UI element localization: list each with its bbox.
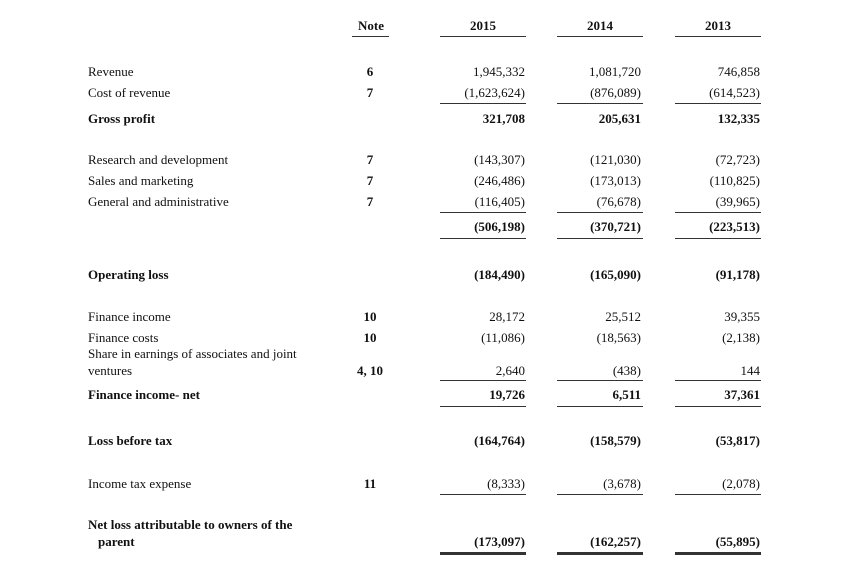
value-2013: (2,078)	[722, 476, 760, 491]
value-2013: (614,523)	[709, 85, 760, 100]
value-2013: (53,817)	[715, 433, 760, 448]
total-rule	[440, 406, 526, 407]
row-label: General and administrative	[88, 194, 229, 209]
subtotal-rule	[675, 212, 761, 213]
subtotal-rule	[440, 212, 526, 213]
row-label-line1: Share in earnings of associates and joint	[88, 346, 297, 361]
value-2014: (162,257)	[590, 534, 641, 549]
subtotal-rule	[440, 380, 526, 381]
total-rule	[675, 552, 761, 555]
value-2014: 6,511	[612, 387, 641, 402]
row-label: Cost of revenue	[88, 85, 171, 100]
value-2013: 132,335	[717, 111, 760, 126]
row-note: 10	[363, 309, 377, 324]
value-2014: (76,678)	[596, 194, 641, 209]
value-2013: (55,895)	[715, 534, 760, 549]
value-2014: (121,030)	[590, 152, 641, 167]
row-note: 10	[363, 330, 377, 345]
value-2015: (143,307)	[474, 152, 525, 167]
total-rule	[440, 552, 526, 555]
value-2015: (11,086)	[481, 330, 525, 345]
row-label: Finance income- net	[88, 387, 200, 402]
header-2015-underline	[440, 36, 526, 37]
row-label: Gross profit	[88, 111, 156, 126]
row-loss-before-tax	[0, 433, 859, 451]
value-2014: (158,579)	[590, 433, 641, 448]
row-note: 4, 10	[357, 363, 383, 378]
value-2013: (72,723)	[715, 152, 760, 167]
subtotal-rule	[675, 103, 761, 104]
row-label: Operating loss	[88, 267, 169, 282]
value-2014: (438)	[612, 363, 641, 378]
header-year-2013: 2013	[705, 18, 731, 33]
value-2014: 25,512	[605, 309, 641, 324]
row-label: Finance costs	[88, 330, 159, 345]
row-note: 7	[366, 173, 374, 188]
value-2013: (223,513)	[709, 219, 760, 234]
value-2014: (18,563)	[596, 330, 641, 345]
subtotal-rule	[557, 494, 643, 495]
subtotal-rule	[675, 380, 761, 381]
row-label-line1: Net loss attributable to owners of the	[88, 517, 293, 532]
row-gross-profit	[0, 111, 859, 129]
total-rule	[557, 406, 643, 407]
row-finance-income	[0, 309, 859, 327]
total-rule	[440, 238, 526, 239]
value-2013: 39,355	[724, 309, 760, 324]
value-2013: 37,361	[724, 387, 760, 402]
header-2014-underline	[557, 36, 643, 37]
row-income-tax	[0, 476, 859, 494]
subtotal-rule	[440, 494, 526, 495]
value-2015: 321,708	[482, 111, 525, 126]
row-revenue	[0, 64, 859, 82]
value-2015: 1,945,332	[473, 64, 525, 79]
value-2014: (876,089)	[590, 85, 641, 100]
row-finance-income-net	[0, 387, 859, 405]
value-2013: (2,138)	[722, 330, 760, 345]
row-note: 7	[366, 85, 374, 100]
value-2014: (173,013)	[590, 173, 641, 188]
row-opex-total	[0, 219, 859, 237]
row-operating-loss	[0, 267, 859, 285]
row-label: Sales and marketing	[88, 173, 194, 188]
value-2013: (91,178)	[715, 267, 760, 282]
value-2014: (3,678)	[603, 476, 641, 491]
subtotal-rule	[557, 212, 643, 213]
total-rule	[675, 406, 761, 407]
header-note-underline	[352, 36, 389, 37]
value-2015: (506,198)	[474, 219, 525, 234]
value-2014: (370,721)	[590, 219, 641, 234]
value-2015: (8,333)	[487, 476, 525, 491]
value-2015: (1,623,624)	[464, 85, 525, 100]
row-cost-of-revenue	[0, 85, 859, 103]
row-sales-marketing	[0, 173, 859, 191]
row-note: 7	[366, 152, 374, 167]
value-2015: (184,490)	[474, 267, 525, 282]
row-label-line2: parent	[98, 534, 135, 549]
total-rule	[675, 238, 761, 239]
total-rule	[557, 552, 643, 555]
row-note: 11	[363, 476, 377, 491]
value-2015: 19,726	[489, 387, 525, 402]
header-year-2015: 2015	[470, 18, 496, 33]
subtotal-rule	[675, 494, 761, 495]
value-2013: 144	[740, 363, 760, 378]
value-2015: (173,097)	[474, 534, 525, 549]
header-note: Note	[358, 18, 384, 33]
row-label-line2: ventures	[88, 363, 133, 378]
value-2015: 28,172	[489, 309, 525, 324]
header-year-2014: 2014	[587, 18, 613, 33]
row-general-admin	[0, 194, 859, 212]
value-2014: 1,081,720	[589, 64, 641, 79]
row-research-development	[0, 152, 859, 170]
row-label: Finance income	[88, 309, 171, 324]
row-share-associates	[0, 346, 859, 382]
value-2015: (164,764)	[474, 433, 525, 448]
subtotal-rule	[440, 103, 526, 104]
value-2014: 205,631	[598, 111, 641, 126]
header-2013-underline	[675, 36, 761, 37]
value-2015: 2,640	[495, 363, 525, 378]
row-net-loss	[0, 517, 859, 553]
value-2013: 746,858	[717, 64, 760, 79]
total-rule	[557, 238, 643, 239]
value-2014: (165,090)	[590, 267, 641, 282]
subtotal-rule	[557, 380, 643, 381]
value-2013: (39,965)	[715, 194, 760, 209]
value-2015: (246,486)	[474, 173, 525, 188]
row-label: Research and development	[88, 152, 229, 167]
row-label: Income tax expense	[88, 476, 192, 491]
value-2013: (110,825)	[709, 173, 760, 188]
row-note: 7	[366, 194, 374, 209]
row-label: Loss before tax	[88, 433, 173, 448]
value-2015: (116,405)	[474, 194, 525, 209]
subtotal-rule	[557, 103, 643, 104]
row-note: 6	[366, 64, 374, 79]
row-label: Revenue	[88, 64, 134, 79]
